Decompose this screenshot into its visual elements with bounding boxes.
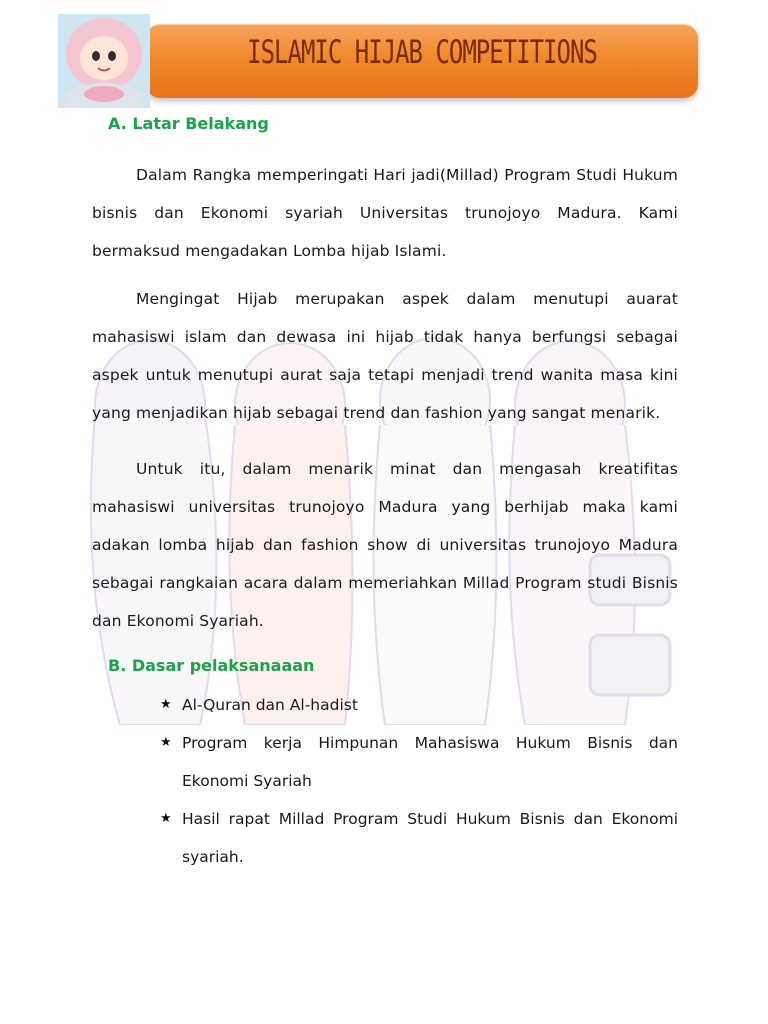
star-icon: ★	[160, 697, 172, 712]
title-banner	[146, 24, 698, 98]
bullet-list	[160, 686, 678, 876]
star-icon: ★	[160, 811, 172, 826]
paragraph-3: Untuk itu, dalam menarik minat dan mengasah kreatifitas mahasiswi universitas trunojoyo Madura yang berhijab maka kami adakan lomba hijab dan fashion show di universitas trunojoyo Madura sebagai rangkaian acara dalam memeriahkan Millad Program studi Bisnis dan Ekonomi Syariah.	[92, 460, 678, 630]
list-item-text: Hasil rapat Millad Program Studi Hukum Bisnis dan Ekonomi syariah.	[182, 810, 678, 866]
paragraph-1: Dalam Rangka memperingati Hari jadi(Millad) Program Studi Hukum bisnis dan Ekonomi syariah Universitas trunojoyo Madura. Kami bermaksud mengadakan Lomba hijab Islami.	[92, 166, 678, 260]
list-item	[160, 800, 678, 876]
star-icon: ★	[160, 735, 172, 750]
page-title: ISLAMIC HIJAB COMPETITIONS	[247, 33, 597, 71]
paragraph-2: Mengingat Hijab merupakan aspek dalam menutupi auarat mahasiswi islam dan dewasa ini hijab tidak hanya berfungsi sebagai aspek untuk menutupi aurat saja tetapi menjadi trend wanita masa kini yang menjadikan hijab sebagai trend dan fashion yang sangat menarik.	[92, 290, 678, 422]
list-item	[160, 724, 678, 800]
list-item	[160, 686, 678, 724]
section-heading-dasar-pelaksanaan: B. Dasar pelaksanaaan	[108, 656, 315, 675]
hijab-girl-avatar-icon	[58, 14, 150, 108]
list-item-text: Al-Quran dan Al-hadist	[182, 696, 358, 714]
section-heading-latar-belakang: A. Latar Belakang	[108, 114, 269, 133]
list-item-text: Program kerja Himpunan Mahasiswa Hukum Bisnis dan Ekonomi Syariah	[182, 734, 678, 790]
